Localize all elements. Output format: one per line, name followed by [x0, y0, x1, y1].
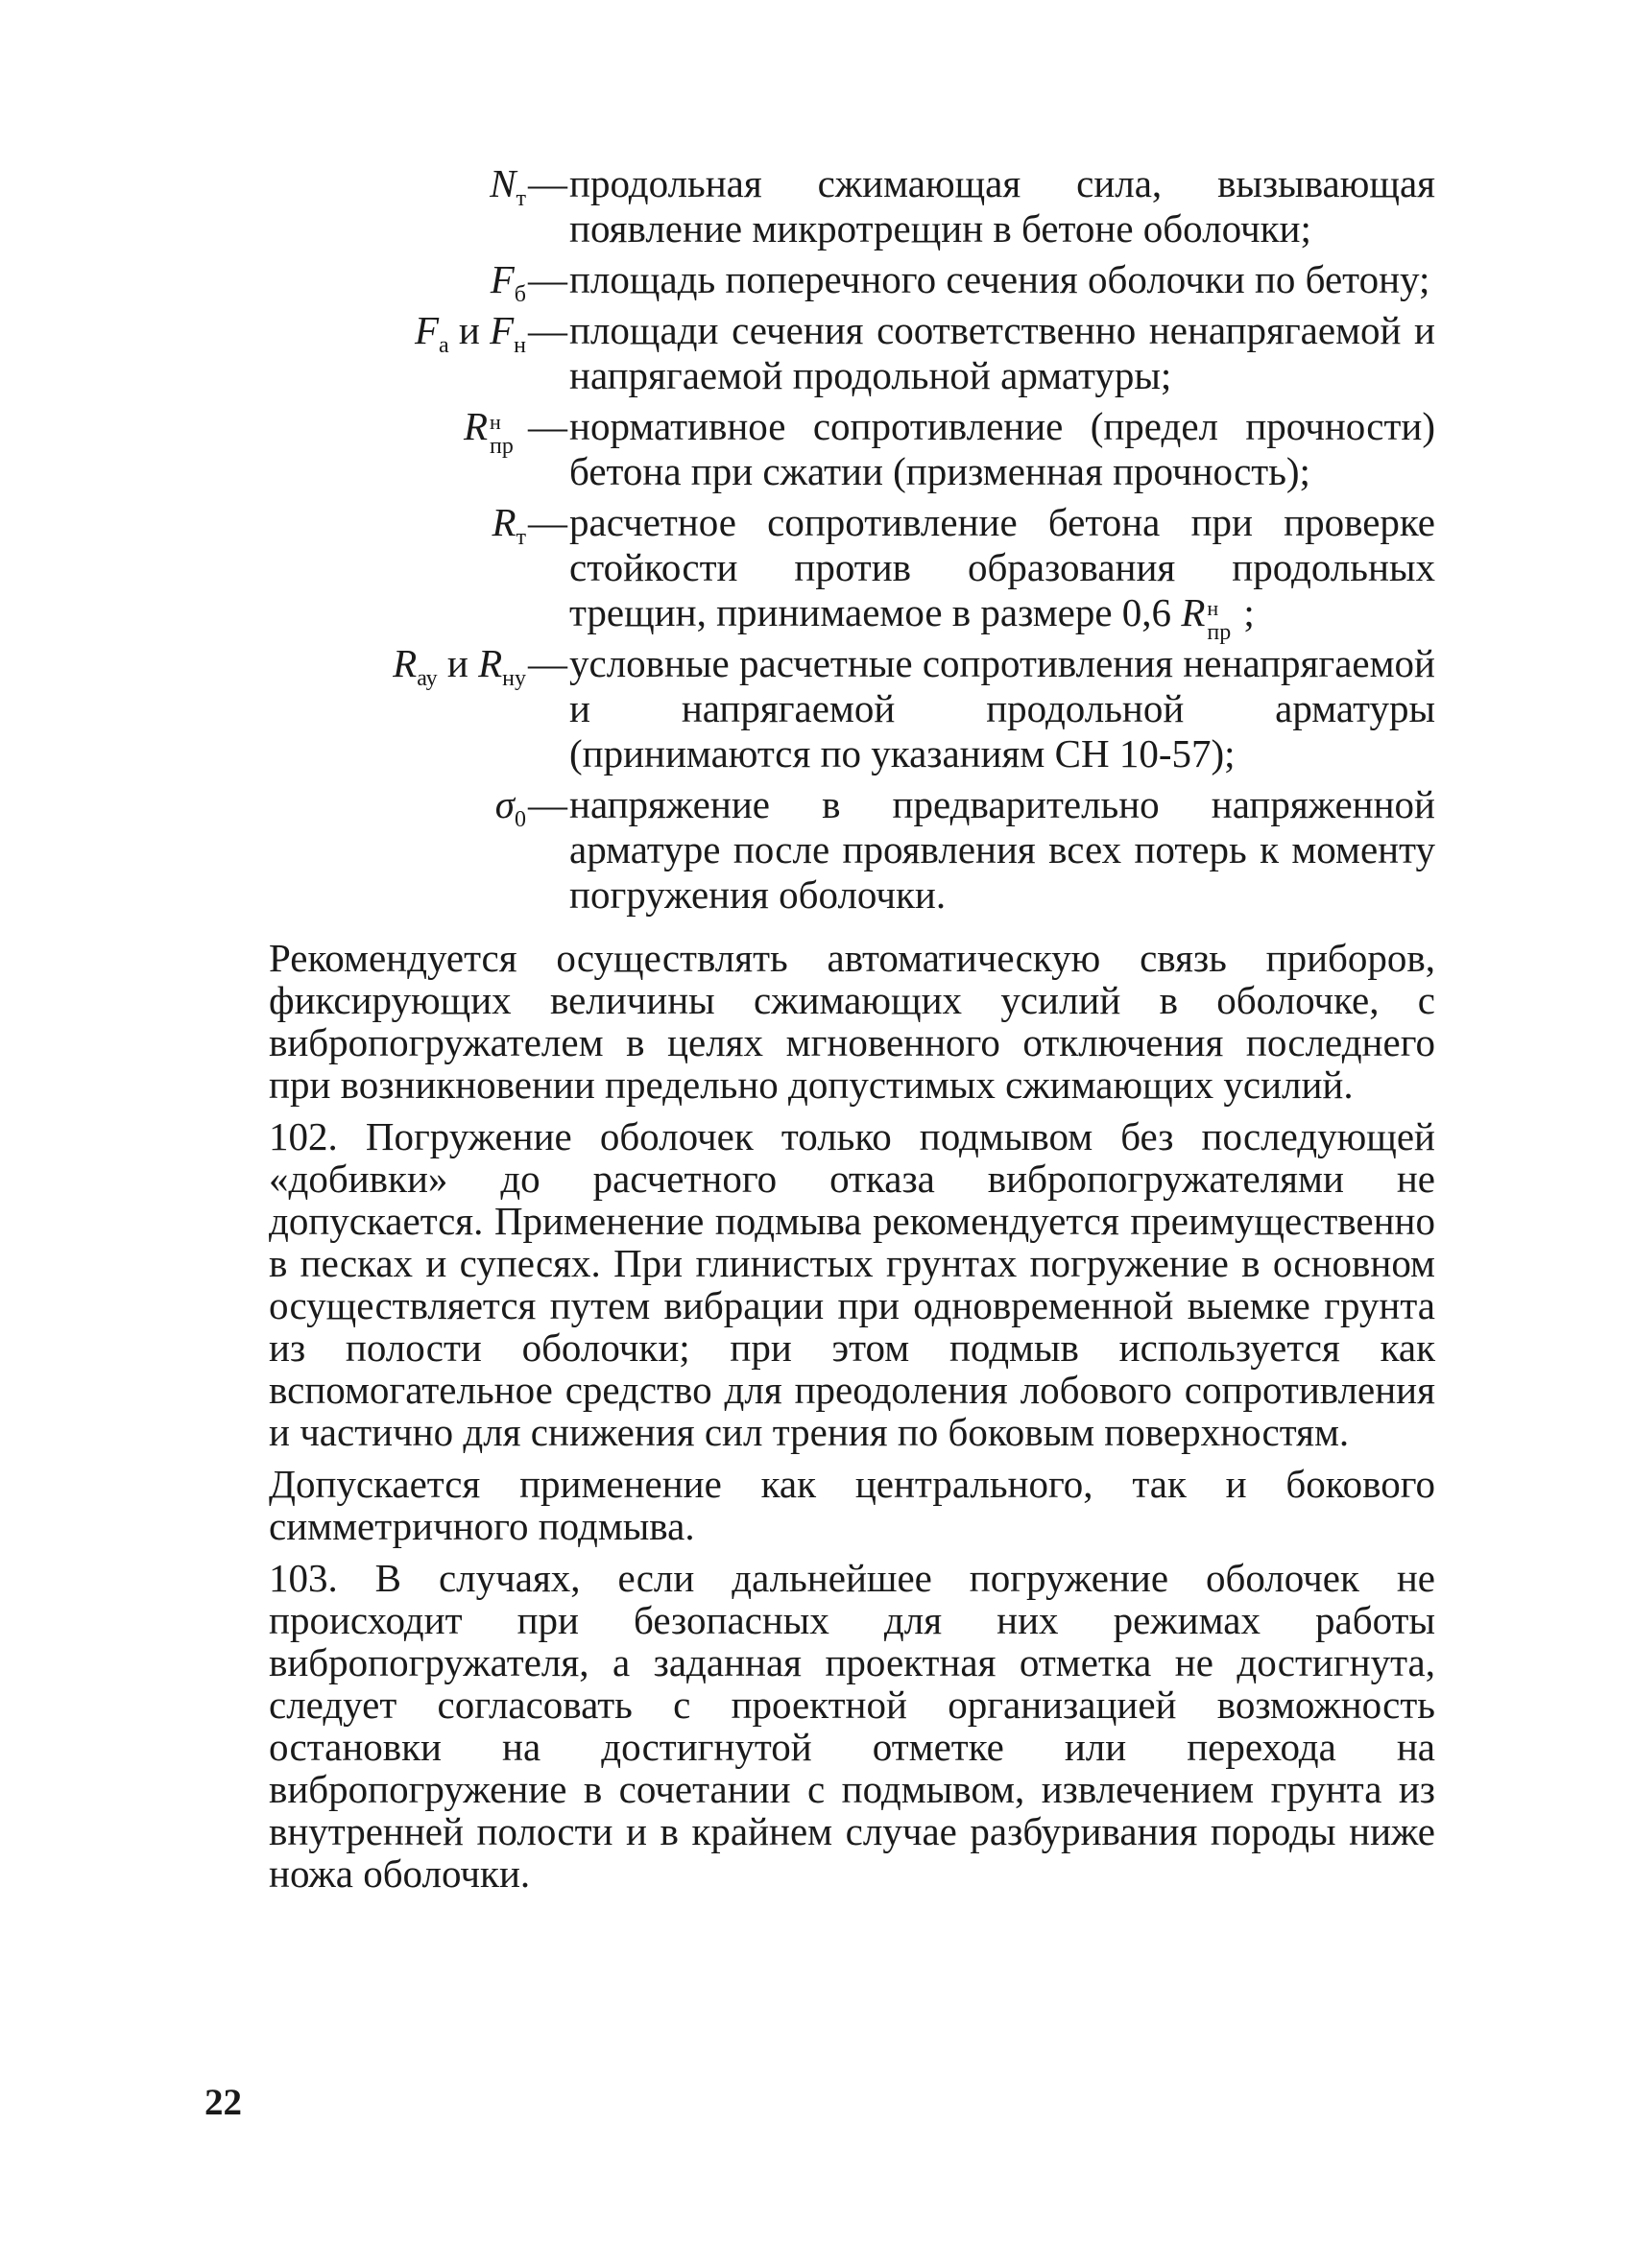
definition-text: площадь поперечного сечения оболочки по бетону; — [569, 257, 1430, 301]
definitions-list — [269, 161, 1435, 918]
definition-dash: — — [528, 257, 567, 301]
definition-item — [269, 404, 1435, 494]
definition-dash: — — [528, 161, 567, 205]
definition-term: $N_т$ — [490, 161, 526, 212]
page-body — [269, 161, 1435, 1904]
definition-dash: — — [528, 308, 567, 352]
definition-term: R н пр — [269, 404, 526, 449]
definition-dash: — — [528, 404, 567, 448]
definition-item — [269, 308, 1435, 398]
definition-text: условные расчетные сопротивления ненапрягаемой и напрягаемой продольной арматуры (принимаются по указаниям СН 10-57); — [569, 641, 1435, 776]
definition-dash: — — [528, 641, 567, 685]
paragraph: Допускается применение как центрального, так и бокового симметричного подмыва. — [269, 1462, 1435, 1548]
definition-term: $R_т$ — [492, 500, 526, 551]
paragraph: 102. Погружение оболочек только подмывом без последующей «добивки» до расчетного отказа вибропогружателями не допускается. Применение подмыва рекомендуется преимущественно в песках и супесях. При глинистых грунтах погружение в основном осуществляется путем вибрации при одновременной выемке грунта из полости оболочки; при этом подмыв используется как вспомогательное средство для преодоления лобового сопротивления и частично для снижения сил трения по боковым поверхностям. — [269, 1114, 1435, 1454]
definition-term: $F_б$ — [490, 257, 526, 308]
definition-term: $R_{ау}$ и $R_{ну}$ — [393, 641, 526, 692]
definition-item — [269, 161, 1435, 251]
definition-text: продольная сжимающая сила, вызывающая появление микротрещин в бетоне оболочки; — [569, 161, 1435, 251]
definition-text: площади сечения соответственно ненапрягаемой и напрягаемой продольной арматуры; — [569, 308, 1435, 397]
definition-text: нормативное сопротивление (предел прочности) бетона при сжатии (призменная прочность); — [569, 404, 1435, 493]
super-subscript: н пр — [490, 410, 514, 459]
page-number: 22 — [204, 2082, 242, 2123]
definition-text: расчетное сопротивление бетона при проверке стойкости против образования продольных трещин, принимаемое в размере 0,6 R н пр ; — [569, 500, 1435, 645]
paragraph: 103. В случаях, если дальнейшее погружение оболочек не происходит при безопасных для них режимах работы вибропогружателя, а заданная проектная отметка не достигнута, следует согласовать с проектной организацией возможность остановки на достигнутой отметке или перехода на вибропогружение в сочетании с подмывом, извлечением грунта из внутренней полости и в крайнем случае разбуривания породы ниже ножа оболочки. — [269, 1556, 1435, 1896]
definition-item — [269, 782, 1435, 918]
definition-item — [269, 500, 1435, 645]
definition-item — [269, 641, 1435, 776]
definition-dash: — — [528, 500, 567, 544]
definition-term: $F_а$ и $F_н$ — [414, 308, 526, 359]
definition-text: напряжение в предварительно напряженной арматуре после проявления всех потерь к моменту погружения оболочки. — [569, 782, 1435, 917]
paragraph: Рекомендуется осуществлять автоматическую связь приборов, фиксирующих величины сжимающих усилий в оболочке, с вибропогружателем в целях мгновенного отключения последнего при возникновении предельно допустимых сжимающих усилий. — [269, 936, 1435, 1107]
definition-dash: — — [528, 782, 567, 826]
super-subscript: н пр — [1207, 596, 1232, 645]
definition-item — [269, 257, 1435, 308]
definition-term: $\sigma_0$ — [494, 782, 526, 833]
